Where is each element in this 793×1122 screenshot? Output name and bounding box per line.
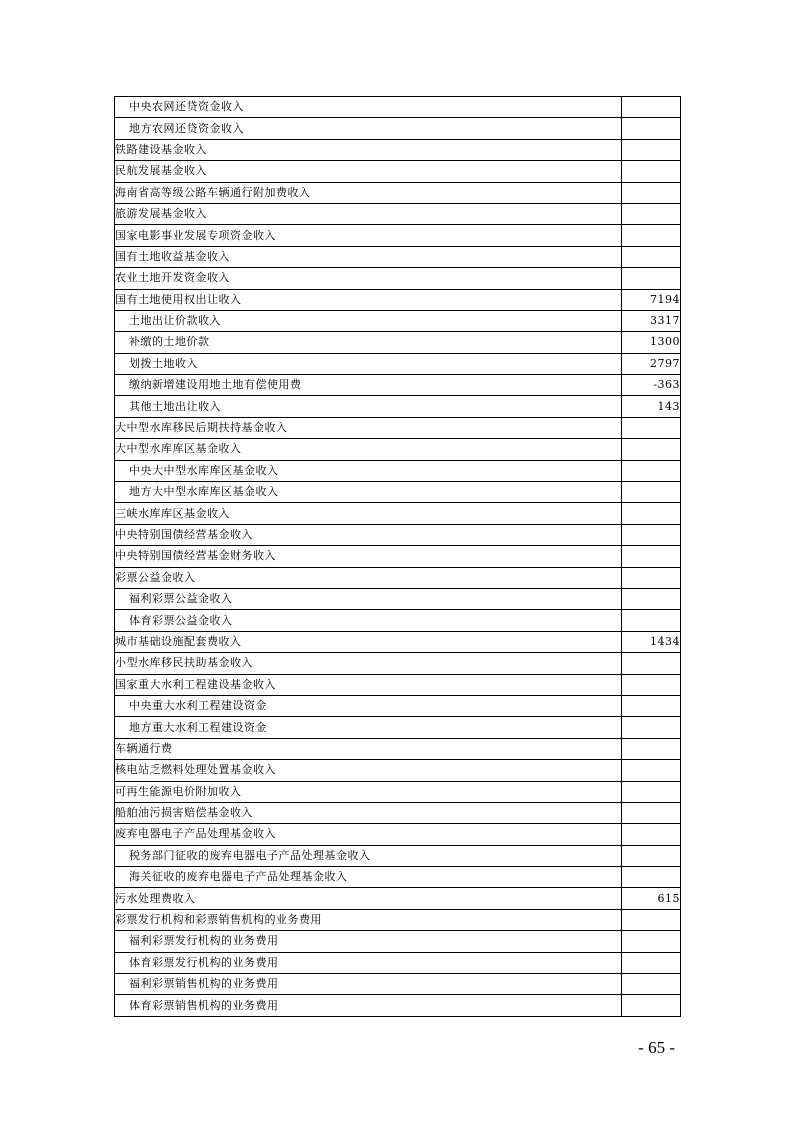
row-item-name: 大中型水库库区基金收入 xyxy=(115,439,622,460)
row-item-name: 土地出让价款收入 xyxy=(115,310,622,331)
row-item-value: 143 xyxy=(622,396,681,417)
table-row xyxy=(115,439,681,460)
table-row xyxy=(115,995,681,1016)
fund-revenue-table xyxy=(114,96,681,1017)
table-row xyxy=(115,310,681,331)
table-row xyxy=(115,952,681,973)
row-item-value xyxy=(622,268,681,289)
row-item-name: 国家重大水利工程建设基金收入 xyxy=(115,674,622,695)
table-row xyxy=(115,588,681,609)
row-item-value: 1434 xyxy=(622,631,681,652)
table-row xyxy=(115,460,681,481)
table-row xyxy=(115,225,681,246)
table-row xyxy=(115,717,681,738)
row-item-value xyxy=(622,610,681,631)
row-item-value xyxy=(622,974,681,995)
row-item-name: 旅游发展基金收入 xyxy=(115,203,622,224)
row-item-name: 小型水库移民扶助基金收入 xyxy=(115,653,622,674)
row-item-name: 地方农网还贷资金收入 xyxy=(115,118,622,139)
row-item-value xyxy=(622,417,681,438)
row-item-name: 福利彩票销售机构的业务费用 xyxy=(115,974,622,995)
page-number: - 65 - xyxy=(638,1038,675,1057)
row-item-value xyxy=(622,653,681,674)
row-item-name: 废弃电器电子产品处理基金收入 xyxy=(115,824,622,845)
row-item-value xyxy=(622,246,681,267)
table-row xyxy=(115,931,681,952)
row-item-name: 体育彩票销售机构的业务费用 xyxy=(115,995,622,1016)
row-item-name: 城市基础设施配套费收入 xyxy=(115,631,622,652)
row-item-value xyxy=(622,909,681,930)
row-item-value xyxy=(622,503,681,524)
row-item-name: 地方大中型水库库区基金收入 xyxy=(115,482,622,503)
row-item-name: 船舶油污损害赔偿基金收入 xyxy=(115,802,622,823)
row-item-name: 税务部门征收的废弃电器电子产品处理基金收入 xyxy=(115,845,622,866)
row-item-name: 划拨土地收入 xyxy=(115,353,622,374)
row-item-name: 车辆通行费 xyxy=(115,738,622,759)
row-item-name: 民航发展基金收入 xyxy=(115,161,622,182)
table-row xyxy=(115,867,681,888)
row-item-value xyxy=(622,931,681,952)
row-item-value xyxy=(622,118,681,139)
row-item-name: 福利彩票发行机构的业务费用 xyxy=(115,931,622,952)
row-item-name: 可再生能源电价附加收入 xyxy=(115,781,622,802)
row-item-name: 国有土地收益基金收入 xyxy=(115,246,622,267)
table-row xyxy=(115,524,681,545)
row-item-value: 2797 xyxy=(622,353,681,374)
row-item-name: 海南省高等级公路车辆通行附加费收入 xyxy=(115,182,622,203)
table-row xyxy=(115,396,681,417)
row-item-value xyxy=(622,439,681,460)
table-row xyxy=(115,246,681,267)
table-row xyxy=(115,760,681,781)
row-item-name: 铁路建设基金收入 xyxy=(115,139,622,160)
table-row xyxy=(115,567,681,588)
table-row xyxy=(115,332,681,353)
row-item-name: 中央农网还贷资金收入 xyxy=(115,97,622,118)
row-item-name: 国家电影事业发展专项资金收入 xyxy=(115,225,622,246)
row-item-value xyxy=(622,182,681,203)
row-item-name: 体育彩票公益金收入 xyxy=(115,610,622,631)
row-item-name: 补缴的土地价款 xyxy=(115,332,622,353)
table-body xyxy=(115,97,681,1017)
table-row xyxy=(115,738,681,759)
row-item-name: 中央特别国债经营基金财务收入 xyxy=(115,546,622,567)
table-row xyxy=(115,909,681,930)
row-item-name: 核电站乏燃料处理处置基金收入 xyxy=(115,760,622,781)
row-item-name: 福利彩票公益金收入 xyxy=(115,588,622,609)
table-row xyxy=(115,631,681,652)
row-item-value: 3317 xyxy=(622,310,681,331)
table-row xyxy=(115,503,681,524)
row-item-value: 615 xyxy=(622,888,681,909)
row-item-value: -363 xyxy=(622,375,681,396)
row-item-value xyxy=(622,995,681,1016)
row-item-name: 中央特别国债经营基金收入 xyxy=(115,524,622,545)
row-item-value xyxy=(622,781,681,802)
row-item-value xyxy=(622,867,681,888)
row-item-value xyxy=(622,567,681,588)
row-item-value xyxy=(622,460,681,481)
row-item-value xyxy=(622,845,681,866)
row-item-name: 海关征收的废弃电器电子产品处理基金收入 xyxy=(115,867,622,888)
row-item-name: 农业土地开发资金收入 xyxy=(115,268,622,289)
table-row xyxy=(115,888,681,909)
table-row xyxy=(115,974,681,995)
row-item-value xyxy=(622,97,681,118)
row-item-value xyxy=(622,161,681,182)
table-row xyxy=(115,695,681,716)
row-item-name: 国有土地使用权出让收入 xyxy=(115,289,622,310)
row-item-name: 地方重大水利工程建设资金 xyxy=(115,717,622,738)
row-item-name: 中央大中型水库库区基金收入 xyxy=(115,460,622,481)
table-row xyxy=(115,482,681,503)
table-row xyxy=(115,268,681,289)
row-item-name: 三峡水库库区基金收入 xyxy=(115,503,622,524)
table-row xyxy=(115,674,681,695)
row-item-name: 体育彩票发行机构的业务费用 xyxy=(115,952,622,973)
table-row xyxy=(115,289,681,310)
table-row xyxy=(115,118,681,139)
table-row xyxy=(115,781,681,802)
table-row xyxy=(115,802,681,823)
row-item-name: 缴纳新增建设用地土地有偿使用费 xyxy=(115,375,622,396)
row-item-value xyxy=(622,524,681,545)
row-item-name: 彩票发行机构和彩票销售机构的业务费用 xyxy=(115,909,622,930)
row-item-value: 7194 xyxy=(622,289,681,310)
row-item-value xyxy=(622,717,681,738)
row-item-name: 中央重大水利工程建设资金 xyxy=(115,695,622,716)
table-row xyxy=(115,161,681,182)
table-row xyxy=(115,97,681,118)
row-item-value xyxy=(622,588,681,609)
row-item-name: 污水处理费收入 xyxy=(115,888,622,909)
row-item-value xyxy=(622,546,681,567)
table-row xyxy=(115,824,681,845)
table-row xyxy=(115,610,681,631)
row-item-value xyxy=(622,225,681,246)
table-row xyxy=(115,375,681,396)
row-item-value xyxy=(622,802,681,823)
row-item-value xyxy=(622,760,681,781)
row-item-value: 1300 xyxy=(622,332,681,353)
row-item-value xyxy=(622,139,681,160)
row-item-name: 彩票公益金收入 xyxy=(115,567,622,588)
row-item-value xyxy=(622,695,681,716)
table-row xyxy=(115,182,681,203)
row-item-name: 大中型水库移民后期扶持基金收入 xyxy=(115,417,622,438)
row-item-value xyxy=(622,738,681,759)
row-item-value xyxy=(622,952,681,973)
table-row xyxy=(115,203,681,224)
row-item-value xyxy=(622,824,681,845)
row-item-value xyxy=(622,203,681,224)
row-item-value xyxy=(622,674,681,695)
table-row xyxy=(115,353,681,374)
table-row xyxy=(115,139,681,160)
table-row xyxy=(115,845,681,866)
row-item-name: 其他土地出让收入 xyxy=(115,396,622,417)
table-row xyxy=(115,417,681,438)
table-row xyxy=(115,653,681,674)
table-row xyxy=(115,546,681,567)
row-item-value xyxy=(622,482,681,503)
